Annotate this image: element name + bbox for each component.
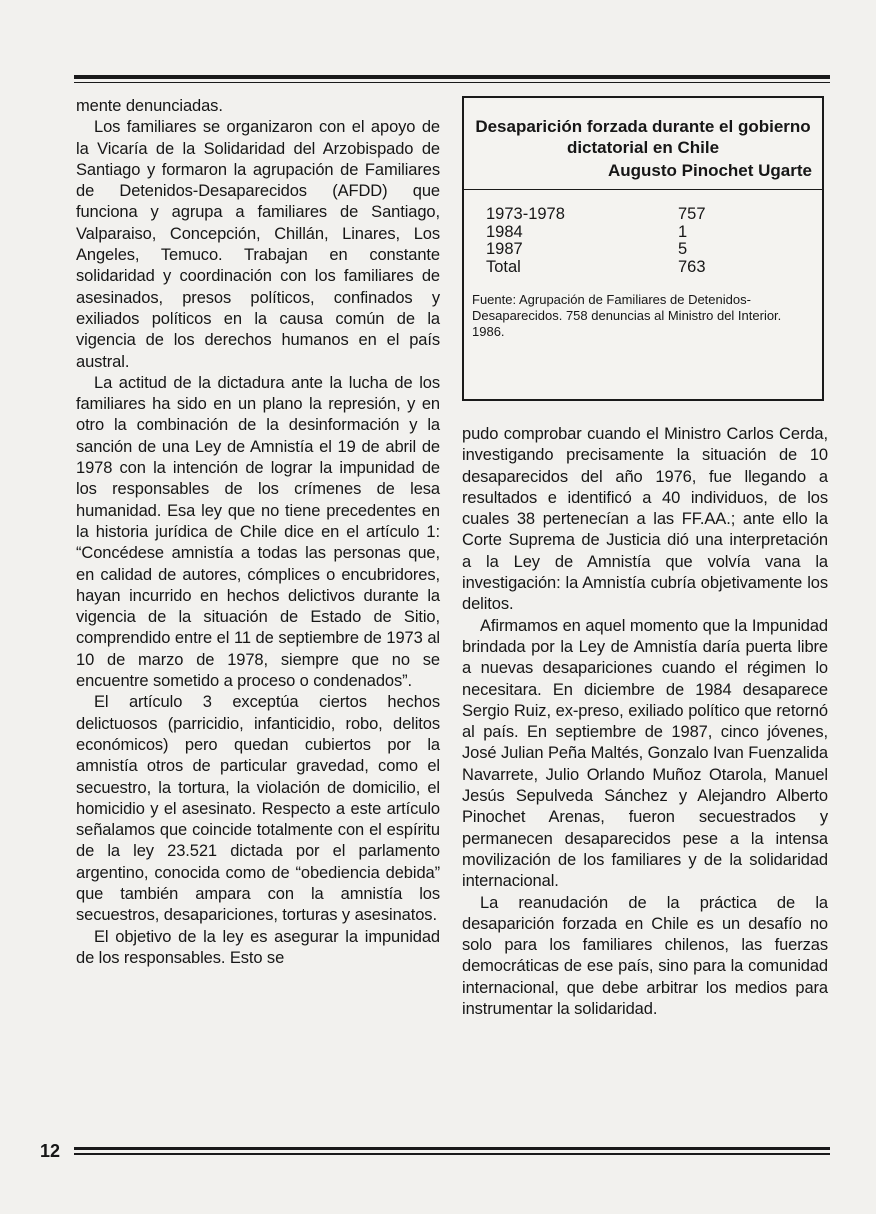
paragraph: La actitud de la dictadura ante la lucha de los familiares ha sido en un plano la represión, y en otro la combinación de la desinformación y la sanción de una Ley de Amnistía el 19 de abril de 1978 con la intención de lograr la impunidad de los responsables de los crímenes de lesa humanidad. Esa ley que no tiene precedentes en la historia jurídica de Chile dice en el artículo 1: “Concédese amnistía a todas las personas que, en calidad de autores, cómplices o encubridores, hayan incurrido en hechos delictivos durante la vigencia de la situación de Estado de Sitio, comprendido entre el 11 de septiembre de 1973 al 10 de marzo de 1978, siempre que no se encuentre sometido a proceso o condenados”. bbox=[76, 373, 440, 691]
statistics-box bbox=[462, 96, 824, 401]
paragraph: pudo comprobar cuando el Ministro Carlos Cerda, investigando precisamente la situación de 10 desaparecidos del año 1976, fue llegando a resultados e identificó a 40 individuos, de los cuales 38 pertenecían a las FF.AA.; ante ello la Corte Suprema de Justicia dió una interpretación a la Ley de Amnistía que volvía vana la investigación: la Amnistía cubría objetivamente los delitos. bbox=[462, 425, 828, 614]
stats-row bbox=[486, 259, 822, 277]
box-subtitle: Augusto Pinochet Ugarte bbox=[607, 161, 812, 180]
top-rule bbox=[74, 75, 830, 83]
stats-value: 1 bbox=[678, 222, 688, 241]
paragraph: La reanudación de la práctica de la desaparición forzada en Chile es un desafío no solo para los familiares chilenos, las fuerzas democráticas de ese país, sino para la comunidad internacional, que debe arbitrar los medios para instrumentar la solidaridad. bbox=[462, 893, 828, 1019]
stats-label: 1973-1978 bbox=[486, 205, 565, 223]
stats-value: 5 bbox=[678, 240, 688, 258]
stats-value: 757 bbox=[678, 205, 706, 223]
stats-table bbox=[486, 206, 822, 276]
paragraph: El objetivo de la ley es asegurar la impunidad de los responsables. Esto se bbox=[76, 927, 440, 967]
bottom-rule bbox=[74, 1147, 830, 1155]
box-divider bbox=[464, 189, 822, 190]
stats-row bbox=[486, 241, 822, 259]
stats-value: 763 bbox=[678, 257, 706, 276]
box-source: Fuente: Agrupación de Familiares de Detenidos-Desaparecidos. 758 denuncias al Ministro del Interior. 1986. bbox=[472, 292, 782, 339]
stats-label: 1984 bbox=[486, 222, 523, 241]
stats-label: Total bbox=[486, 257, 521, 276]
stats-row bbox=[486, 206, 822, 224]
left-column bbox=[76, 96, 440, 969]
right-column bbox=[462, 424, 828, 1020]
paragraph: El artículo 3 exceptúa ciertos hechos delictuosos (parricidio, infanticidio, robo, delitos económicos) pero quedan cubiertos por la amnistía otros de particular gravedad, como el secuestro, la tortura, la violación de domicilio, el homicidio y el asesinato. Respecto a este artículo señalamos que coincide totalmente con el espíritu de la ley 23.521 dictada por el parlamento argentino, conocida como de “obediencia debida” que también ampara con la amnistía los secuestros, desapariciones, torturas y asesinatos. bbox=[76, 693, 440, 925]
page-number: 12 bbox=[40, 1141, 61, 1161]
paragraph: Afirmamos en aquel momento que la Impunidad brindada por la Ley de Amnistía daría puerta libre a nuevas desapariciones cuando el régimen lo necesitara. En diciembre de 1984 desaparece Sergio Ruiz, ex-preso, exiliado político que retornó al país. En septiembre de 1987, cinco jóvenes, José Julian Peña Maltés, Gonzalo Ivan Fuenzalida Navarrete, Julio Orlando Muñoz Otarola, Manuel Jesús Sepulveda Sánchez y Alejandro Alberto Pinochet Arenas, fueron secuestrados y permanecen desaparecidos pese a la intensa movilización de los familiares y de la solidaridad internacional. bbox=[462, 616, 828, 891]
stats-row bbox=[486, 224, 822, 242]
paragraph: mente denunciadas. bbox=[76, 97, 223, 115]
paragraph: Los familiares se organizaron con el apoyo de la Vicaría de la Solidaridad del Arzobispado de Santiago y formaron la agrupación de Familiares de Detenidos-Desaparecidos (AFDD) que funciona y agrupa a familiares de Santiago, Valparaiso, Concepción, Chillán, Linares, Los Angeles, Temuco. Trabajan en constante solidaridad y coordinación con los familiares de asesinados, presos políticos, confinados y exiliados políticos en la causa común de la vigencia de los derechos humanos en el país austral. bbox=[76, 118, 440, 371]
box-title: Desaparición forzada durante el gobierno dictatorial en Chile bbox=[475, 117, 811, 157]
stats-label: 1987 bbox=[486, 240, 523, 258]
